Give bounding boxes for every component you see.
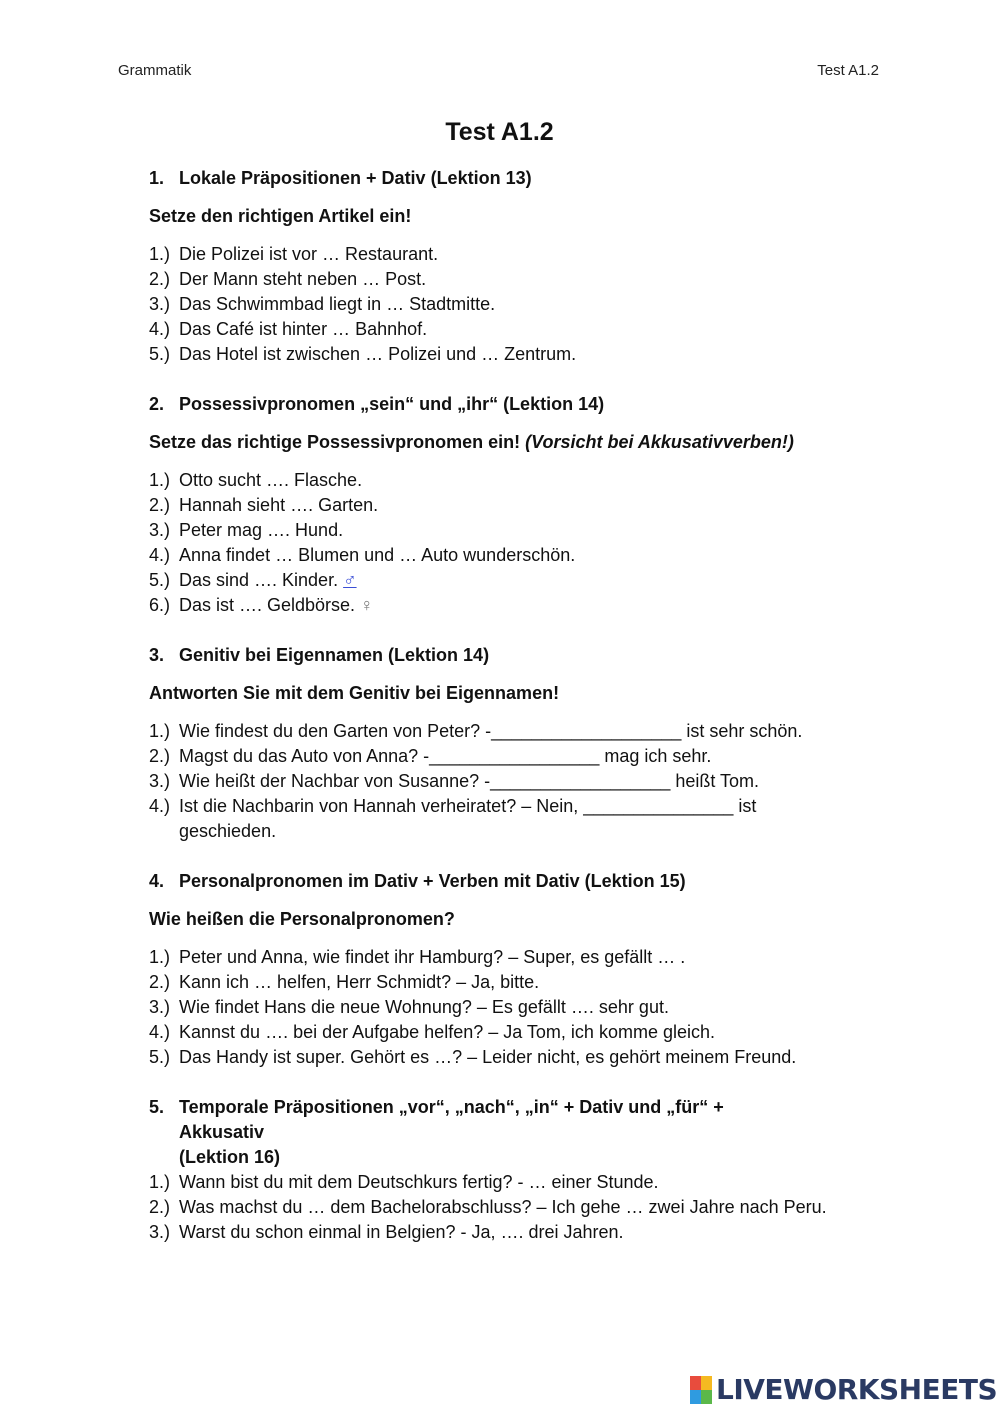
- page-title: Test A1.2: [445, 118, 554, 146]
- item-text: Wann bist du mit dem Deutschkurs fertig? - … einer Stunde.: [179, 1172, 659, 1192]
- item-number: 3.): [149, 1222, 171, 1242]
- section-1: [149, 166, 889, 367]
- item-number: 2.): [149, 972, 171, 992]
- exercise-item: [149, 568, 889, 593]
- exercise-list: [149, 719, 889, 844]
- exercise-item: [149, 719, 889, 744]
- item-text: Wie findet Hans die neue Wohnung? – Es gefällt …. sehr gut.: [179, 997, 669, 1017]
- item-text: Hannah sieht …. Garten.: [179, 495, 379, 515]
- item-number: 2.): [149, 746, 171, 766]
- exercise-item: [149, 1045, 889, 1070]
- section-instruction: Setze den richtigen Artikel ein!: [149, 206, 412, 226]
- exercise-item: [149, 242, 889, 267]
- section-heading: Personalpronomen im Dativ + Verben mit Dativ (Lektion 15): [179, 871, 686, 891]
- male-symbol-icon[interactable]: ♂: [343, 570, 357, 590]
- item-text: Kann ich … helfen, Herr Schmidt? – Ja, bitte.: [179, 972, 540, 992]
- item-number: 1.): [149, 244, 171, 264]
- item-text: Das Hotel ist zwischen … Polizei und … Zentrum.: [179, 344, 577, 364]
- item-text: Kannst du …. bei der Aufgabe helfen? – Ja Tom, ich komme gleich.: [179, 1022, 715, 1042]
- section-instruction: [149, 430, 889, 455]
- exercise-item: [149, 493, 889, 518]
- item-number: 3.): [149, 997, 171, 1017]
- item-number: 4.): [149, 1022, 171, 1042]
- liveworksheets-logo-icon: [690, 1376, 712, 1404]
- section-number: 2.: [149, 394, 165, 414]
- item-text: Peter und Anna, wie findet ihr Hamburg? – Super, es gefällt … .: [179, 947, 686, 967]
- item-number: 3.): [149, 294, 171, 314]
- item-text: Das Café ist hinter … Bahnhof.: [179, 319, 428, 339]
- instruction-note: (Vorsicht bei Akkusativverben!): [525, 432, 794, 452]
- section-title: [149, 869, 889, 894]
- logo-text: LIVEWORKSHEETS: [716, 1373, 998, 1406]
- item-number: 5.): [149, 570, 171, 590]
- section-title: [149, 166, 889, 191]
- item-number: 1.): [149, 1172, 171, 1192]
- exercise-item: [149, 1020, 889, 1045]
- item-number: 3.): [149, 520, 171, 540]
- item-number: 1.): [149, 947, 171, 967]
- section-title: [149, 643, 889, 668]
- item-number: 2.): [149, 1197, 171, 1217]
- item-text: Was machst du … dem Bachelorabschluss? – Ich gehe … zwei Jahre nach Peru.: [179, 1197, 827, 1217]
- item-number: 4.): [149, 796, 171, 816]
- exercise-item: [149, 744, 889, 769]
- exercise-item: [149, 292, 889, 317]
- liveworksheets-logo: [690, 1373, 997, 1406]
- exercise-list: [149, 242, 889, 367]
- section-title: [149, 1095, 889, 1170]
- item-text: Wie findest du den Garten von Peter? -___________________ ist sehr schön.: [179, 721, 803, 741]
- exercise-item: [149, 1220, 889, 1245]
- item-number: 3.): [149, 771, 171, 791]
- item-number: 2.): [149, 269, 171, 289]
- section-5: [149, 1095, 889, 1245]
- section-2: [149, 392, 889, 618]
- exercise-item: [149, 593, 889, 618]
- exercise-item: [149, 342, 889, 367]
- section-heading-line2: (Lektion 16): [179, 1147, 281, 1167]
- instruction-text: Setze das richtige Possessivpronomen ein!: [149, 432, 521, 452]
- worksheet-content: [149, 166, 889, 1245]
- exercise-list: [149, 1170, 889, 1245]
- section-number: 3.: [149, 645, 165, 665]
- item-number: 1.): [149, 470, 171, 490]
- item-text: Das sind …. Kinder.: [179, 570, 339, 590]
- item-text: Wie heißt der Nachbar von Susanne? -__________________ heißt Tom.: [179, 771, 760, 791]
- exercise-item: [149, 468, 889, 493]
- item-text: Das Schwimmbad liegt in … Stadtmitte.: [179, 294, 496, 314]
- section-heading: Lokale Präpositionen + Dativ (Lektion 13): [179, 168, 532, 188]
- section-heading: Possessivpronomen „sein“ und „ihr“ (Lektion 14): [179, 394, 605, 414]
- exercise-item: [149, 945, 889, 970]
- logo-block-blue: [690, 1390, 701, 1404]
- item-text: Warst du schon einmal in Belgien? - Ja, …. drei Jahren.: [179, 1222, 624, 1242]
- exercise-item: [149, 267, 889, 292]
- item-text: Die Polizei ist vor … Restaurant.: [179, 244, 439, 264]
- item-number: 5.): [149, 344, 171, 364]
- item-number: 2.): [149, 495, 171, 515]
- exercise-item: [149, 995, 889, 1020]
- exercise-item: [149, 970, 889, 995]
- item-text: Peter mag …. Hund.: [179, 520, 344, 540]
- exercise-item: [149, 1170, 889, 1195]
- exercise-list: [149, 468, 889, 618]
- exercise-item: [149, 518, 889, 543]
- section-instruction: Antworten Sie mit dem Genitiv bei Eigennamen!: [149, 683, 560, 703]
- section-number: 4.: [149, 871, 165, 891]
- item-number: 5.): [149, 1047, 171, 1067]
- item-text: Das Handy ist super. Gehört es …? – Leider nicht, es gehört meinem Freund.: [179, 1047, 797, 1067]
- logo-block-green: [701, 1390, 712, 1404]
- section-number: 1.: [149, 168, 165, 188]
- item-text: Otto sucht …. Flasche.: [179, 470, 363, 490]
- exercise-item: [149, 794, 889, 844]
- section-title: [149, 392, 889, 417]
- item-text: Magst du das Auto von Anna? -_________________ mag ich sehr.: [179, 746, 712, 766]
- section-heading: Genitiv bei Eigennamen (Lektion 14): [179, 645, 490, 665]
- item-text: Der Mann steht neben … Post.: [179, 269, 427, 289]
- section-3: [149, 643, 889, 844]
- item-text: Das ist …. Geldbörse.: [179, 595, 356, 615]
- section-4: [149, 869, 889, 1070]
- section-heading: Temporale Präpositionen „vor“, „nach“, „in“ + Dativ und „für“ + Akkusativ: [179, 1097, 724, 1142]
- section-instruction: Wie heißen die Personalpronomen?: [149, 909, 455, 929]
- item-number: 4.): [149, 319, 171, 339]
- exercise-list: [149, 945, 889, 1070]
- item-text: Ist die Nachbarin von Hannah verheiratet? – Nein, _______________ ist geschieden.: [179, 796, 757, 841]
- item-number: 1.): [149, 721, 171, 741]
- section-number: 5.: [149, 1097, 165, 1117]
- item-number: 6.): [149, 595, 171, 615]
- female-symbol-icon: ♀: [360, 595, 374, 615]
- header-right: Test A1.2: [817, 62, 879, 79]
- header-left: Grammatik: [118, 62, 192, 79]
- exercise-item: [149, 543, 889, 568]
- item-text: Anna findet … Blumen und … Auto wunderschön.: [179, 545, 576, 565]
- exercise-item: [149, 317, 889, 342]
- exercise-item: [149, 769, 889, 794]
- exercise-item: [149, 1195, 889, 1220]
- logo-block-yellow: [701, 1376, 712, 1390]
- item-number: 4.): [149, 545, 171, 565]
- logo-block-red: [690, 1376, 701, 1390]
